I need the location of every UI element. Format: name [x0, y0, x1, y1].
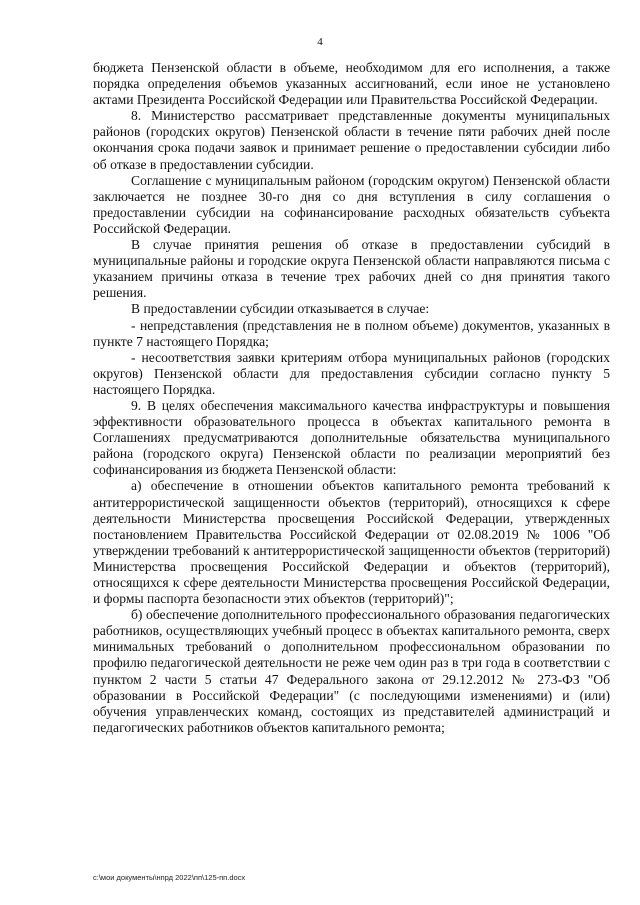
paragraph-item-9b: б) обеспечение дополнительного профессионального образования педагогических работников, осуществляющих учебный процесс в объектах капитального ремонта, сверх минимальных требований о дополнительном профессиональном образовании по профилю педагогической деятельности не реже чем один раз в три года в соответствии с пунктом 2 части 5 статьи 47 Федерального закона от 29.12.2012 № 273-ФЗ "Об образовании в Российской Федерации" (с последующими изменениями) и (или) обучения управленческих команд, состоящих из представителей администраций и педагогических работников объектов капитального ремонта;: [93, 607, 610, 735]
document-body: [93, 60, 610, 736]
paragraph-continuation: бюджета Пензенской области в объеме, необходимом для его исполнения, а также порядка определения объемов указанных ассигнований, если иное не установлено актами Президента Российской Федерации или Правительства Российской Федерации.: [93, 60, 610, 108]
paragraph-item-9: 9. В целях обеспечения максимального качества инфраструктуры и повышения эффективности образовательного процесса в объектах капитального ремонта в Соглашениях предусматриваются дополнительные обязательства муниципального района (городского округа) Пензенской области по реализации мероприятий без софинансирования из бюджета Пензенской области:: [93, 397, 610, 478]
paragraph-refusal-cases: В предоставлении субсидии отказывается в случае:: [131, 301, 430, 317]
paragraph-agreement: Соглашение с муниципальным районом (городским округом) Пензенской области заключается не позднее 30-го дня со дня вступления в силу соглашения о предоставлении субсидии на софинансирование расходных обязательств субъекта Российской Федерации.: [93, 172, 610, 236]
page-number: 4: [317, 36, 323, 48]
paragraph-item-8: 8. Министерство рассматривает представленные документы муниципальных районов (городских округов) Пензенской области в течение пяти рабочих дней после окончания срока подачи заявок и принимает решение о предоставлении субсидии либо об отказе в предоставлении субсидии.: [93, 108, 610, 172]
paragraph-refusal-case-2: - несоответствия заявки критериям отбора муниципальных районов (городских округов) Пензенской области для предоставления субсидии согласно пункту 5 настоящего Порядка.: [93, 349, 610, 397]
paragraph-item-9a: а) обеспечение в отношении объектов капитального ремонта требований к антитеррористической защищенности объектов (территорий), относящихся к сфере деятельности Министерства просвещения Российской Федерации, утвержденных постановлением Правительства Российской Федерации от 02.08.2019 № 1006 "Об утверждении требований к антитеррористической защищенности объектов (территорий) Министерства просвещения Российской Федерации и объектов (территорий), относящихся к сфере деятельности Министерства просвещения Российской Федерации, и формы паспорта безопасности этих объектов (территорий)";: [93, 478, 610, 607]
footer-file-path: c:\мои документы\нпрд 2022\пп\125-пп.docx: [93, 873, 246, 882]
paragraph-refusal-case-1: - непредставления (представления не в полном объеме) документов, указанных в пункте 7 настоящего Порядка;: [93, 317, 610, 349]
paragraph-refusal-decision: В случае принятия решения об отказе в предоставлении субсидий в муниципальные районы и городские округа Пензенской области направляются письма с указанием причины отказа в течение трех рабочих дней со дня принятия такого решения.: [93, 237, 610, 301]
